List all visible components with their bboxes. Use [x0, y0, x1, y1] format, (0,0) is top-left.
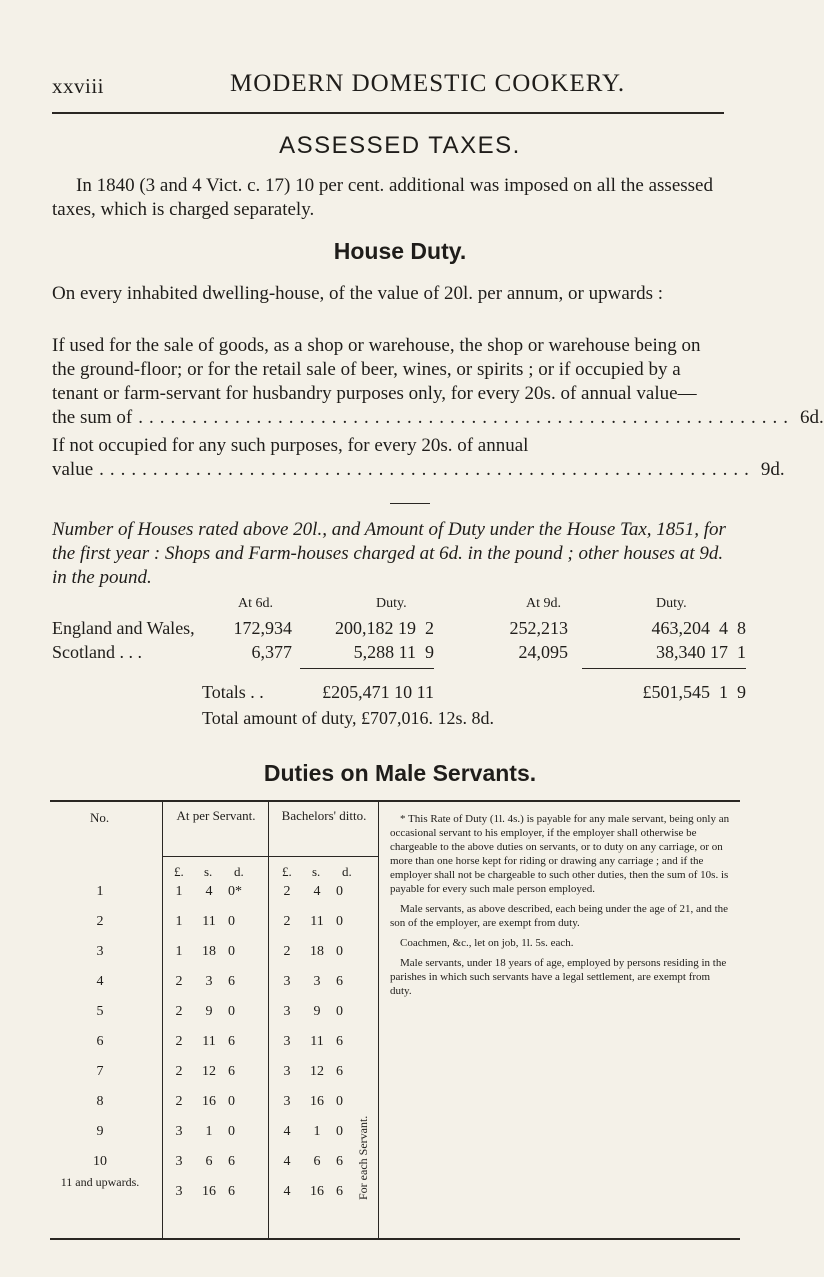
bachelor-pounds: 4 — [283, 1184, 291, 1199]
totals-label: Totals . . — [202, 682, 264, 702]
other-leader — [52, 458, 785, 482]
bachelor-pounds: 2 — [283, 944, 291, 959]
row-no: 1 — [96, 884, 104, 899]
book-title: MODERN DOMESTIC COOKERY. — [230, 70, 626, 97]
at-per-pence: 0 — [228, 1004, 235, 1019]
col-at9: At 9d. — [526, 596, 561, 611]
bachelor-pounds: 2 — [283, 914, 291, 929]
at-per-pounds: 2 — [175, 1064, 183, 1079]
total-9d: £501,545 1 9 — [642, 682, 746, 702]
col-divider-2 — [268, 802, 269, 1238]
bachelor-shillings: 1 — [313, 1124, 321, 1139]
unit-pence-a: d. — [234, 864, 244, 879]
bachelor-pounds: 3 — [283, 1094, 291, 1109]
row-no: 11 and upwards. — [60, 1175, 140, 1189]
at-per-pence: 0 — [228, 914, 235, 929]
bachelor-pounds: 3 — [283, 1064, 291, 1079]
at-per-pence: 0 — [228, 944, 235, 959]
bachelor-pounds: 3 — [283, 1004, 291, 1019]
row-england-duty6: 200,182 19 2 — [335, 618, 434, 638]
bachelor-pounds: 4 — [283, 1154, 291, 1169]
at-per-pounds: 3 — [175, 1124, 183, 1139]
bachelor-pence: 6 — [336, 1154, 343, 1169]
bachelor-pence: 0 — [336, 1094, 343, 1109]
row-scotland-at6: 6,377 — [251, 642, 292, 662]
at-per-pence: 6 — [228, 1154, 235, 1169]
unit-shillings-a: s. — [204, 864, 213, 879]
bachelor-pence: 0 — [336, 1124, 343, 1139]
bachelor-shillings: 18 — [310, 944, 324, 959]
bachelor-shillings: 11 — [310, 914, 324, 929]
house-duty-heading: House Duty. — [333, 238, 467, 264]
at-per-pence: 0 — [228, 1094, 235, 1109]
bachelor-pence: 0 — [336, 884, 343, 899]
house-tax-stats — [52, 596, 752, 756]
col-no-header: No. — [90, 810, 110, 825]
bachelor-pounds: 3 — [283, 1034, 291, 1049]
col-bachelors-header: Bachelors' ditto. — [281, 808, 367, 823]
bachelor-shillings: 6 — [313, 1154, 321, 1169]
at-per-pounds: 1 — [175, 884, 183, 899]
male-servants-table — [50, 800, 750, 1270]
number-para-text: Number of Houses rated above 20l., and Amount of Duty under the House Tax, 1851, for the first year : Shops and Farm-houses charged at 6d. in the pound ; other houses at 9d. in the pound. — [52, 519, 726, 588]
grand-total: Total amount of duty, £707,016. 12s. 8d. — [202, 708, 495, 728]
at-per-pounds: 2 — [175, 1094, 183, 1109]
unit-pounds-a: £. — [174, 864, 184, 879]
bachelor-shillings: 12 — [310, 1064, 324, 1079]
row-scotland-duty6: 5,288 11 9 — [353, 642, 434, 662]
bachelor-pounds: 2 — [283, 884, 291, 899]
footnote-4: Male servants, under 18 years of age, employed by persons residing in the parishes in which such servants have a legal settlement, are exempt from duty. — [390, 957, 727, 997]
other-text: If not occupied for any such purposes, for every 20s. of annual — [52, 435, 529, 456]
at-per-pounds: 3 — [175, 1154, 183, 1169]
bachelor-shillings: 16 — [310, 1094, 324, 1109]
footnote-2: Male servants, as above described, each being under the age of 21, and the son of the employer, are exempt from duty. — [390, 903, 729, 929]
total-6d: £205,471 10 11 — [322, 682, 434, 702]
assessed-intro: In 1840 (3 and 4 Vict. c. 17) 10 per cent. additional was imposed on all the assessed taxes, which is charged separately. — [52, 175, 713, 220]
row-scotland-at9: 24,095 — [518, 642, 568, 662]
col-at-per-header: At per Servant. — [176, 808, 256, 823]
footnotes — [390, 812, 730, 1004]
col-duty6: Duty. — [376, 596, 407, 611]
row-no: 5 — [96, 1004, 104, 1019]
bachelor-shillings: 4 — [313, 884, 321, 899]
at-per-shillings: 16 — [202, 1094, 216, 1109]
at-per-pence: 6 — [228, 1064, 235, 1079]
at-per-shillings: 4 — [205, 884, 213, 899]
row-england-at6: 172,934 — [233, 618, 292, 638]
at-per-shillings: 1 — [205, 1124, 213, 1139]
row-no: 6 — [96, 1034, 104, 1049]
bachelor-shillings: 9 — [313, 1004, 321, 1019]
row-england-label: England and Wales, — [52, 618, 195, 638]
bachelor-pence: 6 — [336, 974, 343, 989]
page-number: xxviii — [52, 74, 105, 98]
section-divider — [390, 503, 430, 504]
at-per-shillings: 11 — [202, 914, 216, 929]
row-scotland-label: Scotland . . . — [52, 642, 142, 662]
footnote-1: * This Rate of Duty (1l. 4s.) is payable for any male servant, being only an occasional servant to his employer, if the employer shall otherwise be chargeable to the above duties on servants, or to duty on any carriage, or on more than one horse kept for riding or drawing any carriage ; and if the employer shall not be chargeable to such other duties, then the sum of 10s. is payable for every such male person employed. — [390, 813, 730, 895]
table-bottom-rule — [50, 1238, 740, 1240]
bachelor-shillings: 11 — [310, 1034, 324, 1049]
shop-last: the sum of — [52, 407, 133, 428]
shop-text: If used for the sale of goods, as a shop or warehouse, the shop or warehouse being on the ground-floor; or for the retail sale of beer, wines, or spirits ; or if occupied by a tenant or farm-servant for husbandry purposes only, for every 20s. of annual value— — [52, 335, 701, 404]
unit-shillings-b: s. — [312, 864, 321, 879]
bachelor-pence: 6 — [336, 1184, 343, 1199]
row-no: 4 — [96, 974, 104, 989]
row-england-at9: 252,213 — [509, 618, 568, 638]
assessed-taxes-title: ASSESSED TAXES. — [279, 132, 521, 159]
footnote-3: Coachmen, &c., let on job, 1l. 5s. each. — [400, 937, 574, 949]
at-per-shillings: 12 — [202, 1064, 216, 1079]
at-per-pounds: 1 — [175, 914, 183, 929]
bachelor-pence: 0 — [336, 914, 343, 929]
leader-dots: ............................................................. — [138, 407, 794, 428]
row-no: 3 — [96, 944, 104, 959]
at-per-shillings: 18 — [202, 944, 216, 959]
at-per-shillings: 11 — [202, 1034, 216, 1049]
house-duty-other — [52, 434, 785, 482]
number-of-houses-para — [52, 518, 728, 590]
other-last: value — [52, 459, 94, 480]
at-per-pounds: 2 — [175, 974, 183, 989]
shop-amount: 6d. — [799, 407, 824, 428]
col-duty9: Duty. — [656, 596, 687, 611]
bachelor-pounds: 4 — [283, 1124, 291, 1139]
row-no: 2 — [96, 914, 104, 929]
bachelor-shillings: 16 — [310, 1184, 324, 1199]
male-servants-heading: Duties on Male Servants. — [263, 760, 537, 786]
duty6-rule — [300, 668, 434, 669]
col-at6: At 6d. — [238, 596, 273, 611]
at-per-pence: 6 — [228, 974, 235, 989]
at-per-pence: 6 — [228, 1034, 235, 1049]
at-per-pounds: 2 — [175, 1034, 183, 1049]
row-no: 7 — [96, 1064, 104, 1079]
at-per-shillings: 6 — [205, 1154, 213, 1169]
shop-leader — [52, 406, 824, 430]
header-underline — [162, 856, 378, 857]
at-per-shillings: 16 — [202, 1184, 216, 1199]
row-england-duty9: 463,204 4 8 — [651, 618, 746, 638]
at-per-pence: 0* — [228, 884, 242, 899]
bachelor-pence: 6 — [336, 1034, 343, 1049]
at-per-shillings: 3 — [205, 974, 213, 989]
unit-pounds-b: £. — [282, 864, 292, 879]
at-per-pounds: 3 — [175, 1184, 183, 1199]
row-scotland-duty9: 38,340 17 1 — [656, 642, 746, 662]
bachelor-pence: 0 — [336, 1004, 343, 1019]
leader-dots: ............................................................. — [99, 459, 755, 480]
for-each-servant-label: For each Servant. — [356, 1115, 370, 1200]
table-top-rule — [50, 800, 740, 802]
bachelor-shillings: 3 — [313, 974, 321, 989]
col-divider-1 — [162, 802, 163, 1238]
other-amount: 9d. — [760, 459, 785, 480]
at-per-shillings: 9 — [205, 1004, 213, 1019]
house-duty-every: On every inhabited dwelling-house, of the value of 20l. per annum, or upwards : — [52, 283, 664, 304]
bachelor-pence: 6 — [336, 1064, 343, 1079]
row-no: 8 — [96, 1094, 104, 1109]
house-duty-shop — [52, 334, 824, 430]
at-per-pence: 0 — [228, 1124, 235, 1139]
header-rule — [52, 112, 724, 114]
unit-pence-b: d. — [342, 864, 352, 879]
row-no: 10 — [93, 1154, 107, 1169]
at-per-pounds: 1 — [175, 944, 183, 959]
col-divider-3 — [378, 802, 379, 1238]
bachelor-pounds: 3 — [283, 974, 291, 989]
bachelor-pence: 0 — [336, 944, 343, 959]
duty9-rule — [582, 668, 746, 669]
row-no: 9 — [96, 1124, 104, 1139]
at-per-pence: 6 — [228, 1184, 235, 1199]
at-per-pounds: 2 — [175, 1004, 183, 1019]
